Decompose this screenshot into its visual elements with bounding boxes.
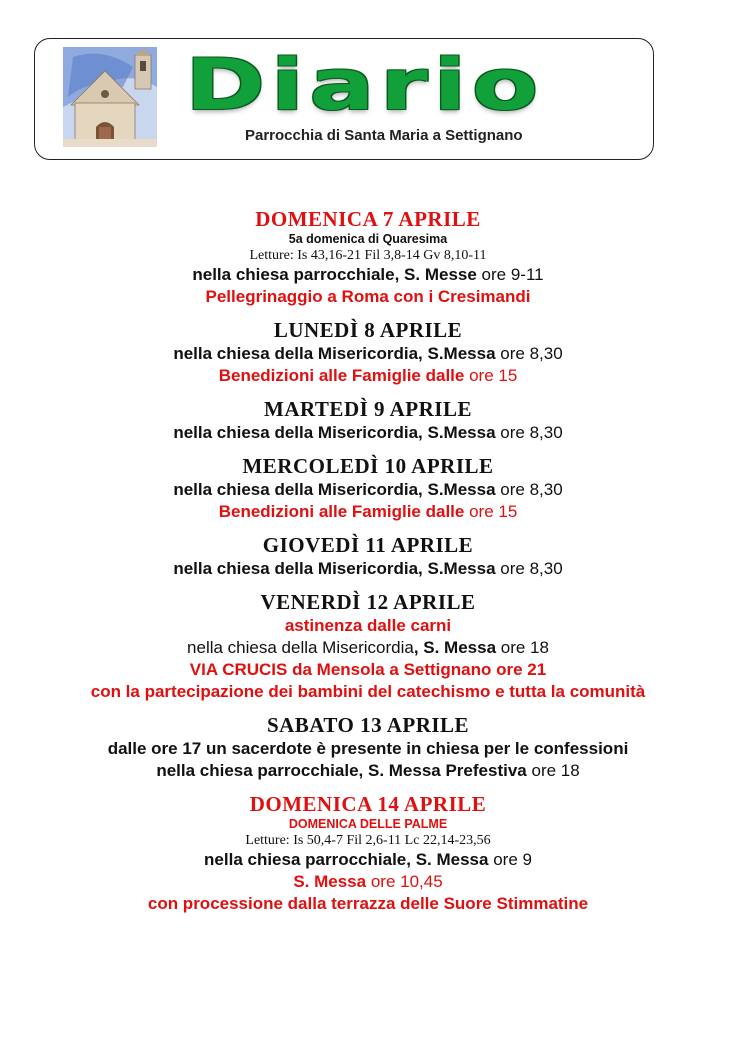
event-line: VIA CRUCIS da Mensola a Settignano ore 21: [189, 660, 547, 679]
schedule-text: nella chiesa della Misericordia, S.Messa: [173, 559, 496, 578]
schedule-text: nella chiesa della Misericordia, S.Messa: [173, 480, 496, 499]
event-text: Benedizioni alle Famiglie dalle: [218, 502, 465, 521]
event-time: ore 10,45: [370, 872, 443, 891]
day-section-4: [0, 532, 736, 580]
schedule-text: nella chiesa parrocchiale, S. Messa: [204, 850, 489, 869]
schedule-line: [0, 760, 736, 782]
day-title: DOMENICA 14 APRILE: [249, 792, 487, 816]
event-line: [0, 871, 736, 893]
schedule-line: [0, 849, 736, 871]
day-title: MERCOLEDÌ 10 APRILE: [242, 454, 494, 478]
schedule-line: [0, 343, 736, 365]
day-subtitle: 5a domenica di Quaresima: [288, 232, 448, 246]
confession-line: dalle ore 17 un sacerdote è presente in chiesa per le confessioni: [107, 739, 629, 758]
schedule-time: ore 8,30: [500, 423, 563, 442]
day-title: VENERDÌ 12 APRILE: [260, 590, 476, 614]
event-line: con processione dalla terrazza delle Suore Stimmatine: [147, 894, 589, 913]
day-section-5: [0, 589, 736, 703]
note-line: astinenza dalle carni: [284, 616, 452, 635]
day-title: MARTEDÌ 9 APRILE: [264, 397, 472, 421]
event-text: Benedizioni alle Famiglie dalle: [218, 366, 465, 385]
schedule-place: nella chiesa della Misericordia: [187, 638, 414, 657]
schedule-time: ore 9-11: [481, 265, 544, 284]
schedule-line: [0, 264, 736, 286]
schedule-text: , S. Messa: [413, 638, 497, 657]
header-box: [34, 38, 654, 160]
day-section-0: [0, 206, 736, 308]
event-line: [0, 365, 736, 387]
day-title: GIOVEDÌ 11 APRILE: [262, 533, 474, 557]
church-logo: [63, 47, 157, 147]
schedule-text: nella chiesa della Misericordia, S.Messa: [173, 423, 496, 442]
schedule-line: [0, 422, 736, 444]
day-title: LUNEDÌ 8 APRILE: [273, 318, 463, 342]
event-text: S. Messa: [293, 872, 367, 891]
schedule-text: nella chiesa parrocchiale, S. Messe: [192, 265, 477, 284]
event-time: ore 15: [469, 502, 518, 521]
schedule-time: ore 8,30: [500, 559, 563, 578]
readings: Letture: Is 43,16-21 Fil 3,8-14 Gv 8,10-11: [249, 248, 487, 263]
day-section-2: [0, 396, 736, 444]
calendar: [0, 206, 736, 924]
day-title: DOMENICA 7 APRILE: [255, 207, 481, 231]
schedule-time: ore 9: [493, 850, 532, 869]
schedule-time: ore 8,30: [500, 480, 563, 499]
parish-name: Parrocchia di Santa Maria a Settignano: [245, 127, 523, 144]
schedule-time: ore 8,30: [500, 344, 563, 363]
day-section-3: [0, 453, 736, 523]
schedule-line: [0, 558, 736, 580]
schedule-line: [0, 479, 736, 501]
event-time: ore 15: [469, 366, 518, 385]
day-section-1: [0, 317, 736, 387]
event-line: con la partecipazione dei bambini del catechismo e tutta la comunità: [90, 682, 646, 701]
schedule-time: ore 18: [500, 638, 549, 657]
day-subtitle: DOMENICA DELLE PALME: [288, 817, 448, 831]
title: Diario: [185, 44, 544, 126]
event-line: Pellegrinaggio a Roma con i Cresimandi: [205, 287, 531, 306]
schedule-text: nella chiesa parrocchiale, S. Messa Prefestiva: [156, 761, 527, 780]
schedule-time: ore 18: [531, 761, 580, 780]
day-title: SABATO 13 APRILE: [266, 713, 470, 737]
schedule-text: nella chiesa della Misericordia, S.Messa: [173, 344, 496, 363]
readings: Letture: Is 50,4-7 Fil 2,6-11 Lc 22,14-23,56: [245, 833, 491, 848]
day-section-7: [0, 791, 736, 915]
schedule-line: [0, 637, 736, 659]
day-section-6: [0, 712, 736, 782]
event-line: [0, 501, 736, 523]
